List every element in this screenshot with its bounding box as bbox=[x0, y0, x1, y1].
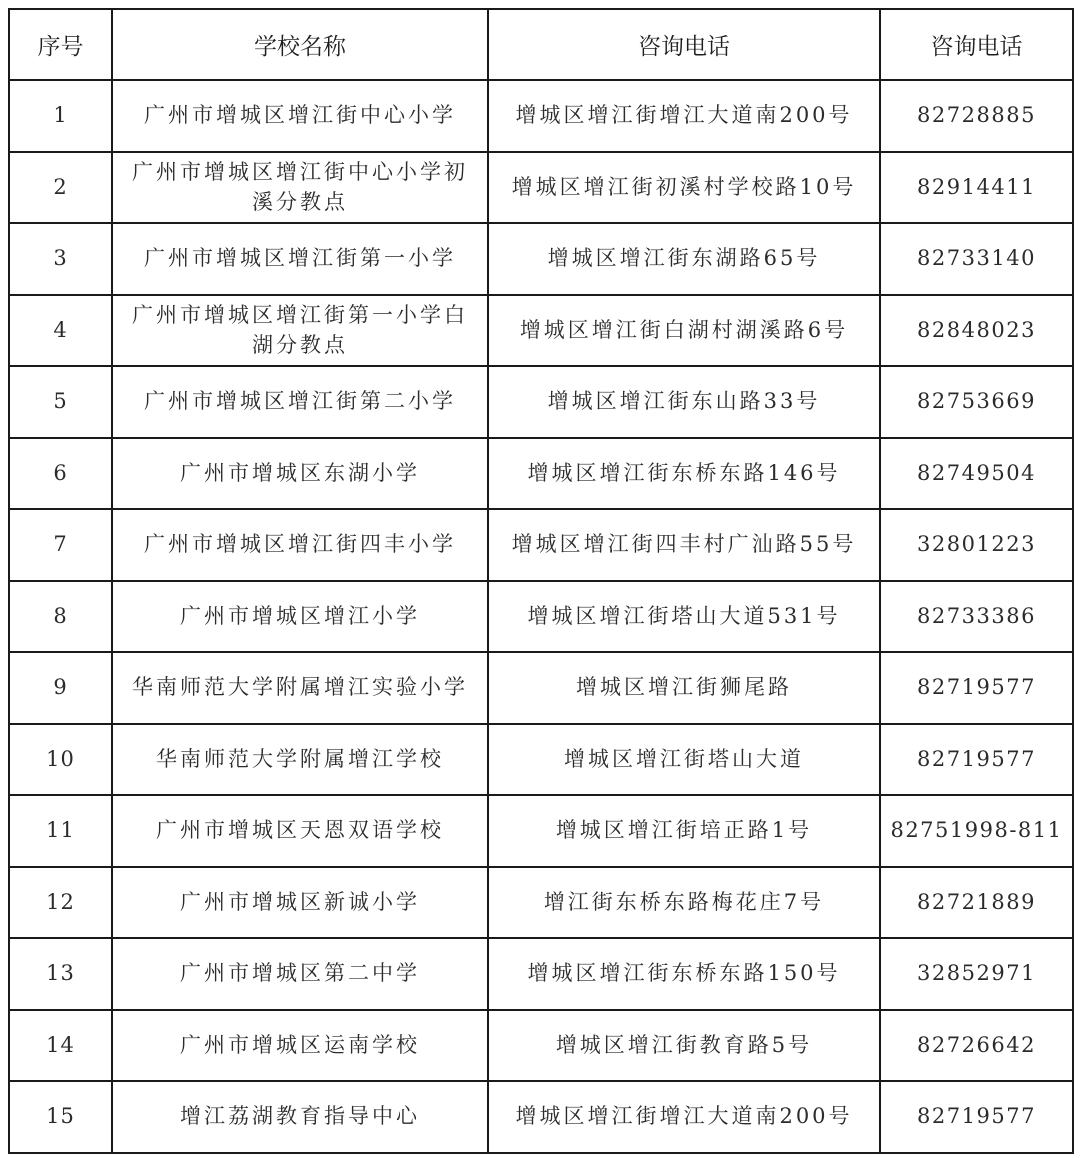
school-phone: 82728885 bbox=[880, 80, 1073, 152]
school-address: 增城区增江街东桥东路146号 bbox=[488, 438, 880, 510]
school-phone: 82721889 bbox=[880, 867, 1073, 939]
table-row bbox=[9, 509, 1073, 581]
row-index: 2 bbox=[9, 152, 112, 224]
table-row bbox=[9, 80, 1073, 152]
school-name: 华南师范大学附属增江学校 bbox=[112, 724, 488, 796]
table-row bbox=[9, 724, 1073, 796]
table-row bbox=[9, 152, 1073, 224]
table-row bbox=[9, 295, 1073, 367]
table-row bbox=[9, 652, 1073, 724]
header-index: 序号 bbox=[9, 9, 112, 80]
row-index: 9 bbox=[9, 652, 112, 724]
table-header bbox=[9, 9, 1073, 80]
table-row bbox=[9, 581, 1073, 653]
row-index: 12 bbox=[9, 867, 112, 939]
school-name: 广州市增城区增江街四丰小学 bbox=[112, 509, 488, 581]
school-phone: 32801223 bbox=[880, 509, 1073, 581]
row-index: 8 bbox=[9, 581, 112, 653]
school-name: 广州市增城区增江街第一小学白湖分教点 bbox=[112, 295, 488, 367]
school-phone: 32852971 bbox=[880, 938, 1073, 1010]
school-address: 增城区增江街东山路33号 bbox=[488, 366, 880, 438]
school-address: 增城区增江街增江大道南200号 bbox=[488, 80, 880, 152]
table-row bbox=[9, 438, 1073, 510]
school-phone: 82751998-811 bbox=[880, 795, 1073, 867]
row-index: 7 bbox=[9, 509, 112, 581]
row-index: 5 bbox=[9, 366, 112, 438]
header-phone: 咨询电话 bbox=[880, 9, 1073, 80]
row-index: 14 bbox=[9, 1010, 112, 1082]
school-address: 增城区增江街增江大道南200号 bbox=[488, 1081, 880, 1153]
table-row bbox=[9, 1010, 1073, 1082]
school-phone: 82753669 bbox=[880, 366, 1073, 438]
school-name: 广州市增城区运南学校 bbox=[112, 1010, 488, 1082]
header-school-name: 学校名称 bbox=[112, 9, 488, 80]
row-index: 13 bbox=[9, 938, 112, 1010]
school-phone: 82733386 bbox=[880, 581, 1073, 653]
school-address: 增城区增江街四丰村广汕路55号 bbox=[488, 509, 880, 581]
school-name: 广州市增城区东湖小学 bbox=[112, 438, 488, 510]
school-name: 广州市增城区增江街中心小学初溪分教点 bbox=[112, 152, 488, 224]
school-name: 广州市增城区增江街第一小学 bbox=[112, 223, 488, 295]
school-phone: 82719577 bbox=[880, 1081, 1073, 1153]
school-address: 增城区增江街初溪村学校路10号 bbox=[488, 152, 880, 224]
table-row bbox=[9, 795, 1073, 867]
school-phone: 82719577 bbox=[880, 724, 1073, 796]
table-row bbox=[9, 867, 1073, 939]
row-index: 1 bbox=[9, 80, 112, 152]
table-row bbox=[9, 1081, 1073, 1153]
school-address: 增城区增江街白湖村湖溪路6号 bbox=[488, 295, 880, 367]
row-index: 11 bbox=[9, 795, 112, 867]
row-index: 10 bbox=[9, 724, 112, 796]
row-index: 6 bbox=[9, 438, 112, 510]
school-name: 广州市增城区增江街第二小学 bbox=[112, 366, 488, 438]
school-address: 增城区增江街塔山大道 bbox=[488, 724, 880, 796]
school-name: 增江荔湖教育指导中心 bbox=[112, 1081, 488, 1153]
school-name: 广州市增城区增江小学 bbox=[112, 581, 488, 653]
header-address: 咨询电话 bbox=[488, 9, 880, 80]
school-name: 广州市增城区增江街中心小学 bbox=[112, 80, 488, 152]
school-name: 华南师范大学附属增江实验小学 bbox=[112, 652, 488, 724]
table-row bbox=[9, 366, 1073, 438]
school-address: 增城区增江街东湖路65号 bbox=[488, 223, 880, 295]
school-address: 增城区增江街东桥东路150号 bbox=[488, 938, 880, 1010]
school-contact-table bbox=[8, 8, 1074, 1154]
table-body bbox=[9, 80, 1073, 1153]
table-row bbox=[9, 223, 1073, 295]
school-address: 增城区增江街培正路1号 bbox=[488, 795, 880, 867]
school-name: 广州市增城区天恩双语学校 bbox=[112, 795, 488, 867]
row-index: 3 bbox=[9, 223, 112, 295]
school-phone: 82726642 bbox=[880, 1010, 1073, 1082]
school-address: 增江街东桥东路梅花庄7号 bbox=[488, 867, 880, 939]
row-index: 15 bbox=[9, 1081, 112, 1153]
school-address: 增城区增江街教育路5号 bbox=[488, 1010, 880, 1082]
table-row bbox=[9, 938, 1073, 1010]
school-phone: 82733140 bbox=[880, 223, 1073, 295]
school-phone: 82749504 bbox=[880, 438, 1073, 510]
school-name: 广州市增城区新诚小学 bbox=[112, 867, 488, 939]
school-phone: 82914411 bbox=[880, 152, 1073, 224]
school-address: 增城区增江街狮尾路 bbox=[488, 652, 880, 724]
school-phone: 82848023 bbox=[880, 295, 1073, 367]
school-address: 增城区增江街塔山大道531号 bbox=[488, 581, 880, 653]
row-index: 4 bbox=[9, 295, 112, 367]
school-phone: 82719577 bbox=[880, 652, 1073, 724]
header-row bbox=[9, 9, 1073, 80]
school-name: 广州市增城区第二中学 bbox=[112, 938, 488, 1010]
